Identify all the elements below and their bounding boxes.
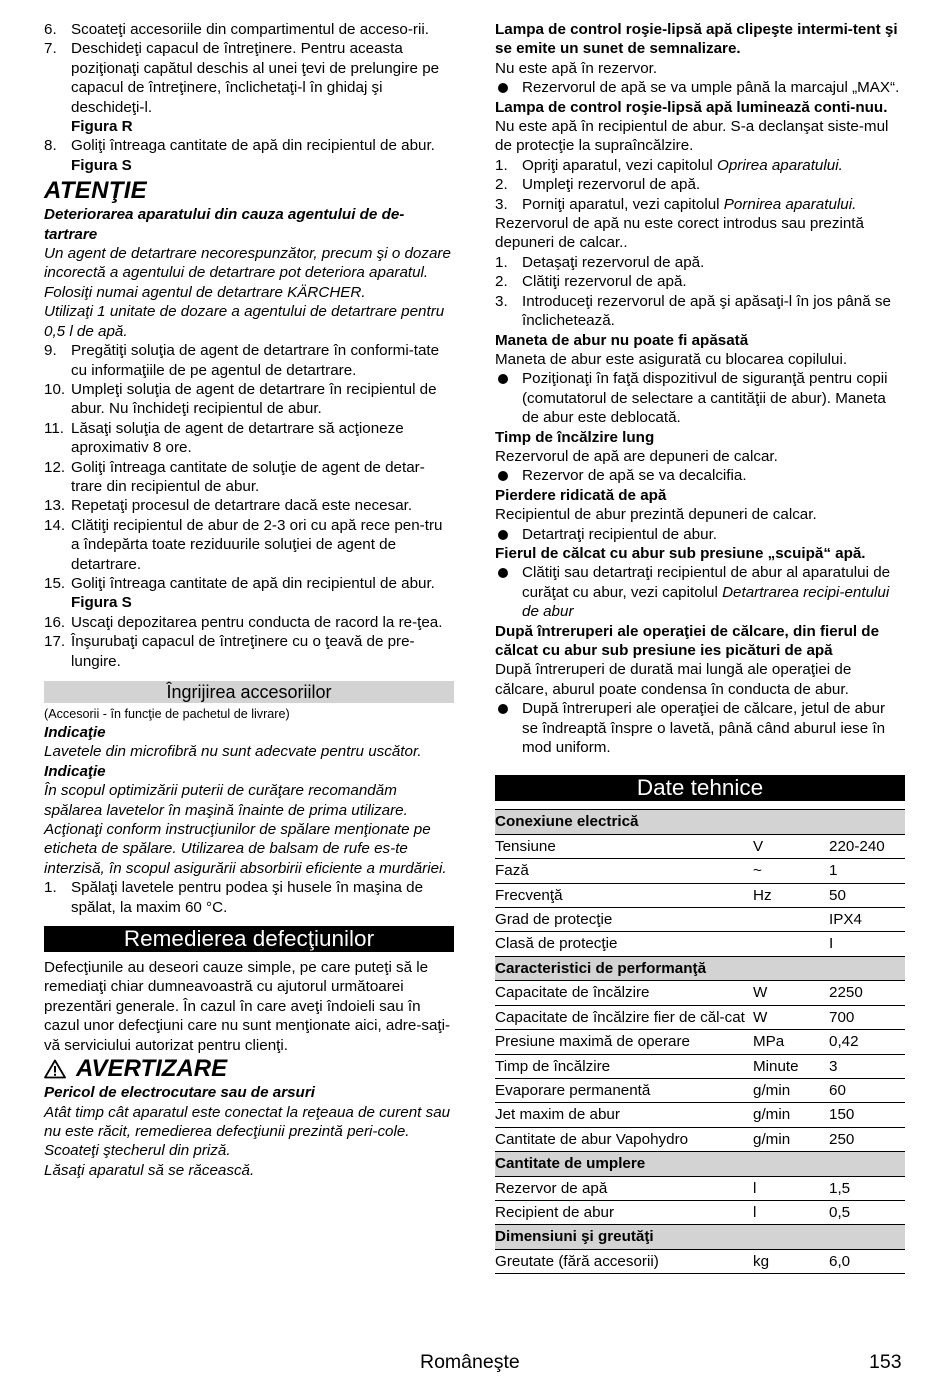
spec-label: Clasă de protecţie [495, 932, 753, 956]
step-text: Spălaţi lavetele pentru podea şi husele în maşina de spălat, la maxim 60 °C. [71, 879, 424, 916]
section-heading-troubleshooting: Remedierea defecţiunilor [44, 926, 454, 952]
step-number: 17. [44, 633, 66, 651]
step-number: 11. [44, 419, 64, 437]
fault-title: Lampa de control roşie-lipsă apă luminează conti-nuu. [495, 98, 888, 116]
descaling-steps-d [44, 613, 454, 671]
spec-unit: V [753, 834, 829, 858]
spec-value: 1 [829, 859, 905, 883]
list-item [495, 175, 905, 194]
table-row [495, 981, 905, 1005]
list-item: Detartraţi recipientul de abur. [495, 525, 905, 544]
step-text: Umpleţi soluţia de agent de detartrare în recipientul de abur. Nu închideţi recipientul de abur. [71, 380, 437, 418]
warning-heading [44, 1055, 454, 1083]
step-number: 13. [44, 497, 66, 515]
table-row [495, 1249, 905, 1273]
list-item: Rezervor de apă se va decalcifia. [495, 466, 905, 485]
section-heading-technical-data: Date tehnice [495, 775, 905, 801]
descaling-steps-c [44, 341, 454, 593]
list-item [44, 419, 454, 458]
spec-label: Frecvenţă [495, 883, 753, 907]
table-row [495, 1103, 905, 1127]
spec-unit: kg [753, 1249, 829, 1273]
step-text: Umpleţi rezervorul de apă. [522, 176, 701, 194]
spec-value: 150 [829, 1103, 905, 1127]
table-row [495, 1054, 905, 1078]
spec-label: Jet maxim de abur [495, 1103, 753, 1127]
fault-remedy [495, 78, 905, 97]
fault-cause: Maneta de abur este asigurată cu blocarea copilului. [495, 350, 848, 368]
table-section-label: Conexiune electrică [495, 810, 905, 834]
step-number: 3. [495, 195, 508, 213]
list-item [44, 458, 454, 497]
spec-label: Tensiune [495, 834, 753, 858]
spec-unit: ~ [753, 859, 829, 883]
fault-remedy [495, 699, 905, 757]
step-text: Scoateţi accesoriile din compartimentul de acceso-rii. [71, 21, 429, 38]
step-text: Goliţi întreaga cantitate de soluţie de agent de detar-trare din recipientul de abur. [71, 458, 425, 495]
step-number: 1. [495, 156, 508, 174]
spec-label: Presiune maximă de operare [495, 1030, 753, 1054]
step-text: Uscaţi depozitarea pentru conducta de racord la re-ţea. [71, 613, 443, 631]
list-item [44, 496, 454, 515]
table-section-row [495, 956, 905, 980]
spec-value: 220-240 [829, 834, 905, 858]
note-text: Lavetele din microfibră nu sunt adecvate pentru uscător. [44, 743, 422, 761]
warning-text: Scoateţi ştecherul din priză. [44, 1142, 231, 1160]
spec-unit: W [753, 981, 829, 1005]
table-row [495, 883, 905, 907]
step-number: 15. [44, 574, 66, 592]
table-section-row [495, 1152, 905, 1176]
spec-value: 6,0 [829, 1249, 905, 1273]
fault-cause: Rezervorul de apă nu este corect introdus sau prezintă depuneri de calcar.. [495, 215, 864, 252]
right-column [495, 20, 905, 1274]
table-row [495, 908, 905, 932]
spec-label: Timp de încălzire [495, 1054, 753, 1078]
table-row [495, 1078, 905, 1102]
spec-value: 50 [829, 883, 905, 907]
step-number: 10. [44, 380, 66, 398]
step-text: Pregătiţi soluţia de agent de detartrare în conformi-tate cu informaţiile de pe agentul de detartrare. [71, 342, 440, 379]
spec-unit: g/min [753, 1078, 829, 1102]
accessory-note: (Accesorii - în funcţie de pachetul de livrare) [44, 707, 290, 721]
descaling-steps-a [44, 20, 454, 117]
step-text: Lăsaţi soluţia de agent de detartrare să acţioneze aproximativ 8 ore. [71, 419, 404, 457]
list-item [44, 574, 454, 593]
list-item [495, 253, 905, 272]
list-item [44, 613, 454, 632]
list-item [495, 156, 905, 175]
fault-cause: Nu este apă în rezervor. [495, 59, 658, 77]
spec-value: I [829, 932, 905, 956]
spec-unit: W [753, 1005, 829, 1029]
bullet-icon [498, 704, 508, 714]
list-item [44, 39, 454, 117]
fault-remedy [495, 369, 905, 427]
fault-title: Maneta de abur nu poate fi apăsată [495, 331, 749, 349]
step-text: Clătiţi rezervorul de apă. [522, 273, 687, 291]
spec-label: Evaporare permanentă [495, 1078, 753, 1102]
care-steps [44, 878, 454, 917]
step-text: Clătiţi recipientul de abur de 2-3 ori cu apă rece pen-tru a îndepărta toate reziduurile soluţiei de agent de detartrare. [71, 516, 443, 573]
figure-ref-r: Figura R [71, 118, 133, 136]
spec-value: 1,5 [829, 1176, 905, 1200]
step-number: 3. [495, 292, 508, 310]
step-number: 7. [44, 40, 57, 58]
step-number: 16. [44, 613, 66, 631]
spec-label: Grad de protecţie [495, 908, 753, 932]
step-text: Porniţi aparatul, vezi capitolul [522, 195, 724, 213]
step-number: 2. [495, 176, 508, 194]
list-item: Rezervorul de apă se va umple până la marcajul „MAX“. [495, 78, 905, 97]
fault-remedy [495, 563, 905, 621]
fault-remedy-steps [495, 156, 905, 214]
bullet-icon [498, 83, 508, 93]
caution-text: Utilizaţi 1 unitate de dozare a agentului de detartrare pentru 0,5 l de apă. [44, 303, 445, 340]
bullet-icon [498, 530, 508, 540]
bullet-icon [498, 374, 508, 384]
page-number: 153 [869, 1351, 902, 1373]
spec-value: IPX4 [829, 908, 905, 932]
spec-unit: g/min [753, 1103, 829, 1127]
descaling-steps-b [44, 136, 454, 155]
fault-cause: Recipientul de abur prezintă depuneri de calcar. [495, 506, 817, 524]
spec-value: 3 [829, 1054, 905, 1078]
section-heading-accessory-care: Îngrijirea accesoriilor [44, 681, 454, 703]
table-row [495, 1030, 905, 1054]
bullet-icon [498, 568, 508, 578]
spec-unit: l [753, 1176, 829, 1200]
fault-cause: Nu este apă în recipientul de abur. S-a declanşat siste-mul de protecţie la supraîncălzire. [495, 118, 889, 155]
warning-subtitle: Pericol de electrocutare sau de arsuri [44, 1084, 315, 1102]
table-row [495, 1176, 905, 1200]
note-title: Indicaţie [44, 762, 106, 780]
fault-cause: Rezervorul de apă are depuneri de calcar. [495, 447, 778, 465]
spec-label: Recipient de abur [495, 1200, 753, 1224]
step-text: Detaşaţi rezervorul de apă. [522, 253, 705, 271]
footer-language: Româneşte [420, 1351, 520, 1373]
figure-ref-s: Figura S [71, 594, 132, 612]
caution-subtitle: Deteriorarea aparatului din cauza agentului de de-tartrare [44, 206, 405, 243]
list-item: Clătiţi sau detartraţi recipientul de abur al aparatului de curăţat cu abur, vezi capitolul Detartrarea recipi-entului de abur [495, 563, 905, 621]
spec-label: Rezervor de apă [495, 1176, 753, 1200]
spec-value: 60 [829, 1078, 905, 1102]
step-number: 6. [44, 21, 57, 38]
chapter-reference: Oprirea aparatului. [717, 156, 843, 174]
list-item [495, 292, 905, 331]
figure-ref-s: Figura S [71, 156, 132, 174]
chapter-reference: Detartrarea recipi-entului de abur [522, 583, 890, 621]
fault-title: Lampa de control roşie-lipsă apă clipeşte intermi-tent şi se emite un sunet de semnalizare. [495, 21, 898, 58]
fault-remedy [495, 525, 905, 544]
troubleshooting-intro: Defecţiunile au deseori cauze simple, pe care puteţi să le remediaţi chiar dumneavoastră cu ajutorul următoarei prezentări generale. În cazul în care aveţi îndoieli sau în cazul unor defecţiuni care nu sunt menţionate aici, adre-saţi-vă serviciului autorizat pentru clienţi. [44, 959, 451, 1054]
spec-label: Capacitate de încălzire fier de căl-cat [495, 1005, 753, 1029]
fault-title: Fierul de călcat cu abur sub presiune „scuipă“ apă. [495, 544, 866, 562]
caution-text: Folosiţi numai agentul de detartrare KÄRCHER. [44, 283, 366, 301]
step-text: Introduceţi rezervorul de apă şi apăsaţi-l în jos până se înclichetează. [522, 292, 891, 330]
warning-text: Lăsaţi aparatul să se răcească. [44, 1161, 255, 1179]
list-item [495, 195, 905, 214]
step-number: 1. [44, 879, 57, 897]
spec-value: 250 [829, 1127, 905, 1151]
table-row [495, 1127, 905, 1151]
spec-label: Cantitate de abur Vapohydro [495, 1127, 753, 1151]
step-text: Repetaţi procesul de detartrare dacă este necesar. [71, 497, 413, 515]
table-section-label: Dimensiuni şi greutăţi [495, 1225, 905, 1249]
warning-text: Atât timp cât aparatul este conectat la reţeaua de curent sau nu este răcit, remedierea defecţiunii prezintă peri-cole. [44, 1103, 451, 1140]
spec-unit [753, 932, 829, 956]
spec-value: 2250 [829, 981, 905, 1005]
step-number: 8. [44, 137, 57, 155]
list-item: Poziţionaţi în faţă dispozitivul de siguranţă pentru copii (comutatorul de selectare a cantităţii de abur). Maneta de abur este deblocată. [495, 369, 905, 427]
list-item [44, 878, 454, 917]
spec-label: Greutate (fără accesorii) [495, 1249, 753, 1273]
fault-remedy [495, 466, 905, 485]
spec-value: 0,42 [829, 1030, 905, 1054]
caution-text: Un agent de detartrare necorespunzător, precum şi o dozare incorectă a agentului de detartrare pot deteriora aparatul. [44, 245, 451, 282]
chapter-reference: Pornirea aparatului. [723, 195, 857, 213]
table-row [495, 1200, 905, 1224]
fault-title: După întreruperi ale operaţiei de călcare, din fierul de călcat cu abur sub presiune ies picături de apă [495, 622, 880, 659]
spec-unit: g/min [753, 1127, 829, 1151]
table-row [495, 1005, 905, 1029]
spec-unit: Hz [753, 883, 829, 907]
spec-unit [753, 908, 829, 932]
note-text: În scopul optimizării puterii de curăţare recomandăm spălarea lavetelor în maşină înainte de prima utilizare. Acţionaţi conform instrucţiunilor de spălare menţionate pe eticheta de spălare. Utilizarea de balsam de rufe es-te interzisă, în scopul asigurării absorbirii eficiente a murdăriei. [44, 782, 447, 877]
spec-unit: Minute [753, 1054, 829, 1078]
list-item: După întreruperi ale operaţiei de călcare, jetul de abur se îndreaptă înspre o lavetă, până când aburul iese în mod uniform. [495, 699, 905, 757]
spec-value: 0,5 [829, 1200, 905, 1224]
list-item [44, 20, 454, 39]
fault-title: Timp de încălzire lung [495, 428, 655, 446]
technical-data-table [495, 809, 905, 1274]
step-number: 2. [495, 273, 508, 291]
table-row [495, 932, 905, 956]
table-section-label: Caracteristici de performanţă [495, 956, 905, 980]
spec-unit: MPa [753, 1030, 829, 1054]
step-number: 9. [44, 342, 57, 360]
step-text: Opriţi aparatul, vezi capitolul [522, 156, 717, 174]
table-row [495, 859, 905, 883]
fault-cause: După întreruperi de durată mai lungă ale operaţiei de călcare, aburul poate condensa în conducta de abur. [495, 661, 852, 698]
caution-heading: ATENŢIE [44, 177, 147, 205]
left-column [44, 20, 454, 1180]
step-text: Goliţi întreaga cantitate de apă din recipientul de abur. [71, 137, 435, 155]
list-item [44, 136, 454, 155]
table-section-label: Cantitate de umplere [495, 1152, 905, 1176]
bullet-icon [498, 471, 508, 481]
step-text: Deschideţi capacul de întreţinere. Pentru aceasta poziţionaţi capătul deschis al unei ţevi de prelungire pe capacul de întreţinere, înclichetaţi-l în ghidaj şi deschideţi-l. [71, 40, 440, 116]
spec-label: Fază [495, 859, 753, 883]
step-text: Goliţi întreaga cantitate de apă din recipientul de abur. [71, 574, 435, 592]
fault-title: Pierdere ridicată de apă [495, 486, 667, 504]
list-item [44, 341, 454, 380]
table-section-row [495, 1225, 905, 1249]
spec-value: 700 [829, 1005, 905, 1029]
spec-label: Capacitate de încălzire [495, 981, 753, 1005]
fault-remedy-steps [495, 253, 905, 331]
warning-label: AVERTIZARE [76, 1055, 228, 1083]
warning-triangle-icon [44, 1059, 66, 1079]
note-title: Indicaţie [44, 724, 106, 741]
step-number: 1. [495, 253, 508, 271]
step-number: 12. [44, 458, 66, 476]
step-text: Înşurubaţi capacul de întreţinere cu o ţeavă de pre-lungire. [71, 633, 415, 670]
list-item [44, 632, 454, 671]
list-item [44, 380, 454, 419]
step-number: 14. [44, 516, 66, 534]
table-row [495, 834, 905, 858]
spec-unit: l [753, 1200, 829, 1224]
list-item [495, 272, 905, 291]
table-section-row [495, 810, 905, 834]
list-item [44, 516, 454, 574]
